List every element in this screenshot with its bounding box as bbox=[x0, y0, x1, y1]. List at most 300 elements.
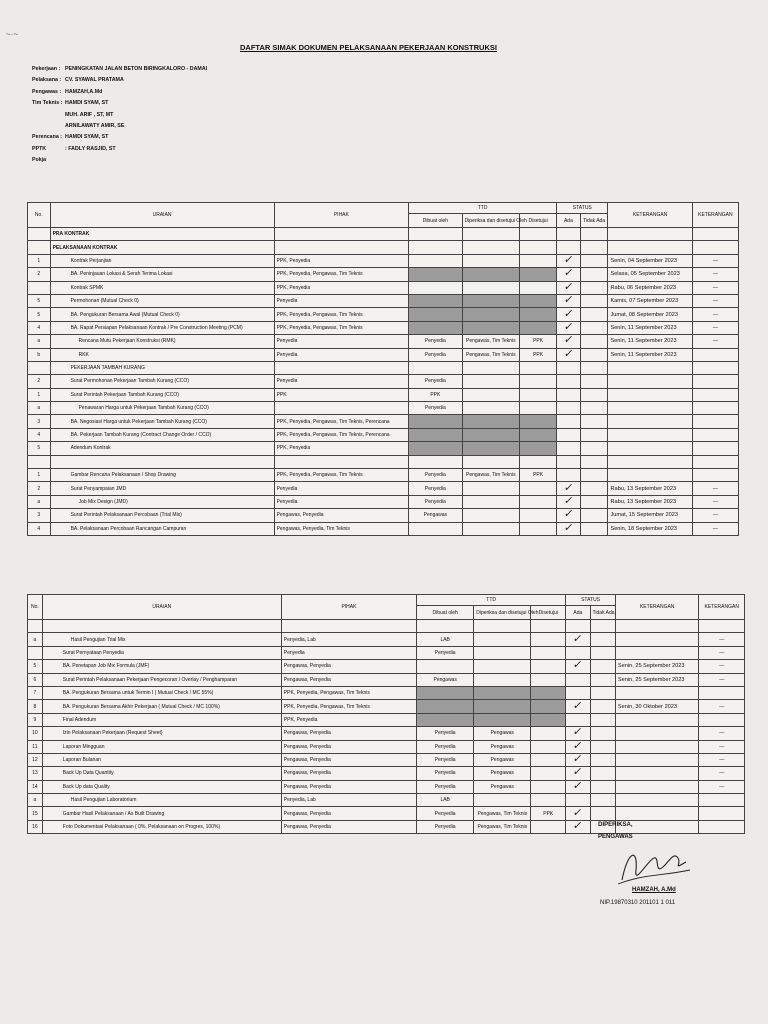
check-mark-icon: ✓ bbox=[572, 738, 584, 752]
info-row bbox=[32, 98, 207, 109]
table-row bbox=[28, 308, 739, 321]
cell-tidak-ada bbox=[590, 620, 615, 633]
table-row bbox=[28, 509, 739, 522]
cell-tidak-ada bbox=[590, 686, 615, 699]
cell-pihak bbox=[274, 361, 409, 374]
cell-no: a bbox=[28, 794, 43, 807]
info-row bbox=[32, 110, 207, 121]
cell-ada bbox=[557, 348, 581, 361]
cell-pihak: Pengawas, Penyedia bbox=[281, 673, 416, 686]
table-row bbox=[28, 254, 739, 267]
info-label: Pengawas : bbox=[32, 88, 62, 95]
info-label: Pekerjaan : bbox=[32, 66, 61, 72]
cell-uraian: Foto Dokumentasi Pelaksanaan ( 0%, Pelaksanaan on Progres, 100%) bbox=[42, 820, 281, 833]
cell-keterangan bbox=[608, 428, 692, 441]
cell-no: a bbox=[28, 495, 51, 508]
info-value: HAMDI SYAM, ST bbox=[65, 100, 109, 107]
check-mark-icon: ✓ bbox=[572, 819, 584, 833]
project-info bbox=[32, 64, 207, 167]
cell-disetujui bbox=[520, 241, 557, 254]
cell-no: 1 bbox=[28, 254, 51, 267]
cell-keterangan: Senin, 04 September 2023 bbox=[608, 254, 692, 267]
cell-dibuat: PPK bbox=[409, 388, 462, 401]
col-dibuat-header: Dibuat oleh bbox=[417, 606, 474, 620]
table-row bbox=[28, 469, 739, 482]
cell-tidak-ada bbox=[590, 807, 615, 820]
cell-pihak: Penyedia bbox=[281, 646, 416, 659]
cell-keterangan2: — bbox=[692, 522, 738, 535]
cell-diperiksa bbox=[474, 620, 531, 633]
cell-diperiksa: Pengawas, Tim Teknis bbox=[462, 335, 520, 348]
cell-pihak: Penyedia bbox=[274, 482, 409, 495]
table-row bbox=[28, 482, 739, 495]
info-value: HAMZAH,A.Md bbox=[65, 88, 103, 95]
cell-dibuat: Pengawas bbox=[409, 509, 462, 522]
cell-ada bbox=[557, 455, 581, 468]
check-mark-icon: ✓ bbox=[572, 658, 584, 672]
cell-no: 14 bbox=[28, 780, 43, 793]
cell-dibuat bbox=[417, 660, 474, 673]
cell-keterangan bbox=[608, 469, 692, 482]
table-row bbox=[28, 335, 739, 348]
cell-tidak-ada bbox=[590, 700, 615, 713]
cell-ada bbox=[557, 388, 581, 401]
table-row bbox=[28, 633, 745, 646]
cell-uraian: Gambar Hasil Pelaksanaan / As Built Drawing bbox=[42, 807, 281, 820]
cell-uraian: BA. Penetapan Job Mix Formula (JMF) bbox=[42, 660, 281, 673]
cell-keterangan bbox=[608, 415, 692, 428]
cell-keterangan: Senin, 25 September 2023 bbox=[615, 660, 699, 673]
cell-dibuat bbox=[409, 442, 462, 455]
cell-keterangan2 bbox=[692, 428, 738, 441]
cell-ada bbox=[566, 660, 590, 673]
cell-pihak: Penyedia, Lab bbox=[281, 633, 416, 646]
cell-disetujui bbox=[531, 780, 566, 793]
check-mark-icon: ✓ bbox=[562, 252, 575, 266]
cell-dibuat: LAB bbox=[417, 794, 474, 807]
cell-keterangan: Senin, 18 September 2023 bbox=[608, 522, 692, 535]
cell-uraian: BA. Pekerjaan Tambah Kurang (Contract Change Order / CCO) bbox=[50, 428, 274, 441]
table-row bbox=[28, 660, 745, 673]
cell-keterangan2: — bbox=[699, 780, 745, 793]
info-label bbox=[32, 121, 65, 132]
cell-no: 12 bbox=[28, 753, 43, 766]
cell-tidak-ada bbox=[580, 482, 608, 495]
cell-tidak-ada bbox=[580, 469, 608, 482]
cell-keterangan bbox=[615, 794, 699, 807]
cell-diperiksa bbox=[474, 794, 531, 807]
cell-uraian: Back Up data Quality bbox=[42, 780, 281, 793]
cell-disetujui bbox=[520, 415, 557, 428]
cell-keterangan bbox=[615, 780, 699, 793]
cell-disetujui bbox=[520, 375, 557, 388]
cell-no bbox=[28, 620, 43, 633]
check-mark-icon: ✓ bbox=[562, 494, 575, 507]
table-row bbox=[28, 402, 739, 415]
cell-no: 15 bbox=[28, 807, 43, 820]
cell-pihak: Penyedia bbox=[274, 335, 409, 348]
cell-dibuat bbox=[409, 321, 462, 334]
info-label bbox=[32, 110, 65, 121]
col-status-header: STATUS bbox=[566, 595, 616, 606]
cell-dibuat: Penyedia bbox=[409, 348, 462, 361]
cell-no: 5 bbox=[28, 442, 51, 455]
cell-tidak-ada bbox=[580, 522, 608, 535]
cell-pihak: PPK, Penyedia, Pengawas, Tim Teknis bbox=[274, 469, 409, 482]
cell-uraian: BA. Rapat Persiapan Pelaksanaan Kontrak / Pre Construction Meeting (PCM) bbox=[50, 321, 274, 334]
table-row bbox=[28, 807, 745, 820]
info-value: : FADLY RASJID, ST bbox=[65, 145, 116, 152]
cell-pihak: Pengawas, Penyedia bbox=[281, 660, 416, 673]
cell-keterangan2: — bbox=[699, 767, 745, 780]
cell-diperiksa bbox=[462, 308, 520, 321]
check-mark-icon: ✓ bbox=[562, 507, 575, 521]
info-row bbox=[32, 75, 207, 86]
cell-diperiksa: Pengawas bbox=[474, 740, 531, 753]
cell-keterangan2 bbox=[699, 794, 745, 807]
check-mark-icon: ✓ bbox=[572, 725, 584, 739]
cell-pihak: Penyedia bbox=[274, 495, 409, 508]
cell-keterangan2: — bbox=[699, 700, 745, 713]
cell-dibuat: Penyedia bbox=[417, 767, 474, 780]
check-mark-icon: ✓ bbox=[572, 752, 584, 766]
cell-ada bbox=[557, 442, 581, 455]
cell-no bbox=[28, 455, 51, 468]
cell-keterangan2: — bbox=[692, 268, 738, 281]
cell-keterangan: Jumat, 08 September 2023 bbox=[608, 308, 692, 321]
cell-no bbox=[28, 228, 51, 241]
cell-keterangan2 bbox=[692, 348, 738, 361]
cell-dibuat bbox=[409, 308, 462, 321]
table-row bbox=[28, 321, 739, 334]
checklist-table-1 bbox=[27, 202, 739, 536]
table-row bbox=[28, 620, 745, 633]
checklist-table-2 bbox=[27, 594, 745, 834]
table-row bbox=[28, 780, 745, 793]
cell-keterangan2 bbox=[692, 388, 738, 401]
sign-name: HAMZAH, A.Md bbox=[632, 887, 676, 893]
cell-disetujui bbox=[531, 620, 566, 633]
cell-disetujui bbox=[520, 321, 557, 334]
cell-tidak-ada bbox=[580, 442, 608, 455]
cell-keterangan bbox=[615, 713, 699, 726]
cell-uraian: RKK bbox=[50, 348, 274, 361]
cell-disetujui: PPK bbox=[520, 348, 557, 361]
cell-diperiksa bbox=[462, 375, 520, 388]
cell-uraian: Penawaran Harga untuk Pekerjaan Tambah Kurang (CCO) bbox=[50, 402, 274, 415]
cell-pihak: Pengawas, Penyedia bbox=[274, 509, 409, 522]
cell-no: 11 bbox=[28, 740, 43, 753]
cell-disetujui bbox=[520, 428, 557, 441]
cell-disetujui bbox=[531, 660, 566, 673]
cell-disetujui bbox=[520, 254, 557, 267]
cell-dibuat bbox=[409, 228, 462, 241]
cell-no: 2 bbox=[28, 375, 51, 388]
col-uraian-header: URAIAN bbox=[42, 595, 281, 620]
cell-keterangan2: — bbox=[692, 294, 738, 307]
cell-no: a bbox=[28, 633, 43, 646]
cell-tidak-ada bbox=[580, 402, 608, 415]
cell-disetujui bbox=[520, 228, 557, 241]
cell-keterangan2: — bbox=[692, 308, 738, 321]
table-row bbox=[28, 268, 739, 281]
cell-keterangan: Rabu, 06 September 2023 bbox=[608, 281, 692, 294]
cell-dibuat bbox=[417, 686, 474, 699]
info-value: HAMDI SYAM, ST bbox=[65, 134, 109, 141]
sign-role-line2: PENGAWAS bbox=[598, 834, 633, 840]
cell-dibuat bbox=[417, 713, 474, 726]
cell-disetujui bbox=[520, 442, 557, 455]
check-mark-icon: ✓ bbox=[562, 293, 575, 307]
cell-diperiksa bbox=[462, 495, 520, 508]
col-no-header: No. bbox=[28, 595, 43, 620]
cell-uraian: Hasil Pengujian Laboratorium bbox=[42, 794, 281, 807]
cell-disetujui bbox=[531, 713, 566, 726]
table-row bbox=[28, 767, 745, 780]
cell-diperiksa bbox=[474, 646, 531, 659]
cell-tidak-ada bbox=[580, 415, 608, 428]
cell-dibuat: Penyedia bbox=[417, 727, 474, 740]
cell-tidak-ada bbox=[590, 727, 615, 740]
cell-no: a bbox=[28, 335, 51, 348]
cell-keterangan bbox=[615, 807, 699, 820]
cell-keterangan2 bbox=[692, 375, 738, 388]
cell-keterangan2: — bbox=[692, 321, 738, 334]
cell-dibuat bbox=[409, 294, 462, 307]
cell-keterangan2: — bbox=[699, 660, 745, 673]
cell-diperiksa bbox=[462, 268, 520, 281]
cell-uraian: Surat Perintah Pekerjaan Tambah Kurang (CCO) bbox=[50, 388, 274, 401]
cell-keterangan bbox=[608, 388, 692, 401]
cell-no bbox=[28, 646, 43, 659]
cell-keterangan2 bbox=[699, 807, 745, 820]
cell-diperiksa bbox=[474, 633, 531, 646]
cell-uraian: Adendum Kontrak bbox=[50, 442, 274, 455]
info-label: Pokja bbox=[32, 157, 47, 164]
info-row bbox=[32, 87, 207, 98]
cell-uraian: Permohonan (Mutual Check 0) bbox=[50, 294, 274, 307]
cell-keterangan2: — bbox=[692, 495, 738, 508]
cell-pihak bbox=[274, 228, 409, 241]
cell-disetujui bbox=[531, 767, 566, 780]
col-tidak-ada-header: Tidak Ada bbox=[590, 606, 615, 620]
cell-ada bbox=[566, 673, 590, 686]
cell-disetujui bbox=[520, 455, 557, 468]
check-mark-icon: ✓ bbox=[562, 319, 575, 333]
cell-tidak-ada bbox=[580, 375, 608, 388]
cell-uraian: Hasil Pengujian Trial Mix bbox=[42, 633, 281, 646]
table-row bbox=[28, 522, 739, 535]
cell-diperiksa bbox=[474, 686, 531, 699]
cell-keterangan2 bbox=[692, 241, 738, 254]
cell-diperiksa bbox=[474, 660, 531, 673]
cell-pihak: Pengawas, Penyedia bbox=[281, 780, 416, 793]
table-row bbox=[28, 388, 739, 401]
cell-uraian bbox=[42, 620, 281, 633]
cell-ada bbox=[557, 428, 581, 441]
cell-keterangan2 bbox=[692, 415, 738, 428]
table-row bbox=[28, 294, 739, 307]
cell-no: 2 bbox=[28, 268, 51, 281]
cell-diperiksa: Pengawas, Tim Teknis bbox=[462, 348, 520, 361]
cell-pihak bbox=[274, 455, 409, 468]
cell-ada bbox=[557, 415, 581, 428]
cell-ada bbox=[566, 794, 590, 807]
cell-tidak-ada bbox=[580, 428, 608, 441]
cell-keterangan bbox=[608, 455, 692, 468]
cell-ada bbox=[557, 335, 581, 348]
cell-disetujui bbox=[531, 753, 566, 766]
col-ada-header: Ada bbox=[566, 606, 590, 620]
col-pihak-header: PIHAK bbox=[281, 595, 416, 620]
cell-disetujui bbox=[531, 686, 566, 699]
check-mark-icon: ✓ bbox=[562, 480, 575, 494]
cell-tidak-ada bbox=[590, 713, 615, 726]
cell-keterangan bbox=[615, 767, 699, 780]
cell-tidak-ada bbox=[590, 660, 615, 673]
col-keterangan2-header: KETERANGAN bbox=[699, 595, 745, 620]
cell-uraian: Back Up Data Quantity bbox=[42, 767, 281, 780]
cell-diperiksa: Pengawas, Tim Teknis bbox=[462, 469, 520, 482]
info-label: Tim Teknis : bbox=[32, 100, 63, 107]
cell-tidak-ada bbox=[580, 495, 608, 508]
cell-dibuat: LAB bbox=[417, 633, 474, 646]
cell-uraian: Surat Pernyataan Penyedia bbox=[42, 646, 281, 659]
cell-uraian: PEKERJAAN TAMBAH KURANG bbox=[50, 361, 274, 374]
cell-disetujui bbox=[520, 308, 557, 321]
cell-keterangan: Selasa, 05 September 2023 bbox=[608, 268, 692, 281]
cell-disetujui bbox=[531, 673, 566, 686]
cell-ada bbox=[566, 686, 590, 699]
cell-keterangan bbox=[615, 633, 699, 646]
cell-keterangan2 bbox=[692, 442, 738, 455]
document-title: DAFTAR SIMAK DOKUMEN PELAKSANAAN PEKERJAAN KONSTRUKSI bbox=[240, 43, 497, 52]
cell-tidak-ada bbox=[580, 228, 608, 241]
check-mark-icon: ✓ bbox=[572, 778, 584, 792]
cell-uraian: Rencana Mutu Pekerjaan Konstruksi (RMK) bbox=[50, 335, 274, 348]
cell-disetujui bbox=[520, 495, 557, 508]
cell-ada bbox=[566, 780, 590, 793]
cell-dibuat bbox=[409, 241, 462, 254]
cell-diperiksa bbox=[462, 241, 520, 254]
cell-ada bbox=[557, 228, 581, 241]
table-row bbox=[28, 442, 739, 455]
table-row bbox=[28, 281, 739, 294]
cell-keterangan: Senin, 11 September 2023 bbox=[608, 321, 692, 334]
cell-keterangan2: — bbox=[692, 281, 738, 294]
cell-ada bbox=[566, 727, 590, 740]
cell-pihak: PPK, Penyedia, Pengawas, Tim Teknis bbox=[281, 686, 416, 699]
table-header-row bbox=[28, 595, 745, 606]
info-value: PENINGKATAN JALAN BETON BIRINGKALORO - DAMAI bbox=[65, 66, 208, 72]
cell-keterangan2 bbox=[699, 713, 745, 726]
cell-keterangan2: — bbox=[699, 673, 745, 686]
cell-keterangan bbox=[615, 727, 699, 740]
cell-keterangan2 bbox=[699, 686, 745, 699]
cell-keterangan2: — bbox=[699, 633, 745, 646]
info-row bbox=[32, 121, 207, 132]
cell-keterangan bbox=[615, 686, 699, 699]
cell-keterangan: Kamis, 07 September 2023 bbox=[608, 294, 692, 307]
cell-pihak: PPK, Penyedia, Pengawas, Tim Teknis, Perencana bbox=[274, 415, 409, 428]
cell-dibuat: Penyedia bbox=[417, 820, 474, 833]
cell-uraian: Izin Pelaksanaan Pekerjaan (Request Sheet) bbox=[42, 727, 281, 740]
cell-diperiksa bbox=[462, 442, 520, 455]
cell-pihak: PPK, Penyedia, Pengawas, Tim Teknis bbox=[274, 268, 409, 281]
col-keterangan-header: KETERANGAN bbox=[608, 203, 692, 228]
table-row bbox=[28, 241, 739, 254]
cell-no: 8 bbox=[28, 700, 43, 713]
cell-no bbox=[28, 241, 51, 254]
cell-no: 4 bbox=[28, 428, 51, 441]
info-value: MUH. ARIF , ST, MT bbox=[65, 111, 114, 118]
table-row bbox=[28, 713, 745, 726]
col-pihak-header: PIHAK bbox=[274, 203, 409, 228]
table-row bbox=[28, 495, 739, 508]
cell-tidak-ada bbox=[580, 281, 608, 294]
cell-pihak: PPK, Penyedia bbox=[281, 713, 416, 726]
cell-keterangan bbox=[615, 620, 699, 633]
cell-tidak-ada bbox=[590, 753, 615, 766]
cell-tidak-ada bbox=[580, 455, 608, 468]
cell-keterangan2 bbox=[692, 402, 738, 415]
cell-diperiksa bbox=[462, 281, 520, 294]
cell-diperiksa bbox=[474, 673, 531, 686]
cell-dibuat: Penyedia bbox=[417, 753, 474, 766]
cell-diperiksa bbox=[462, 482, 520, 495]
cell-keterangan2 bbox=[692, 455, 738, 468]
cell-pihak: Pengawas, Penyedia bbox=[281, 767, 416, 780]
cell-pihak: Pengawas, Penyedia bbox=[281, 740, 416, 753]
cell-tidak-ada bbox=[590, 740, 615, 753]
table-row bbox=[28, 673, 745, 686]
cell-tidak-ada bbox=[590, 794, 615, 807]
cell-no: a bbox=[28, 402, 51, 415]
table-row bbox=[28, 228, 739, 241]
info-value: CV. SYAWAL PRATAMA bbox=[65, 77, 124, 84]
cell-pihak: PPK, Penyedia, Pengawas, Tim Teknis bbox=[281, 700, 416, 713]
col-ttd-header: TTD bbox=[409, 203, 557, 214]
cell-disetujui bbox=[531, 727, 566, 740]
cell-tidak-ada bbox=[590, 780, 615, 793]
cell-no: 1 bbox=[28, 469, 51, 482]
cell-diperiksa bbox=[462, 402, 520, 415]
cell-diperiksa: Pengawas bbox=[474, 767, 531, 780]
cell-tidak-ada bbox=[590, 646, 615, 659]
cell-tidak-ada bbox=[580, 268, 608, 281]
cell-diperiksa bbox=[462, 415, 520, 428]
cell-no: 10 bbox=[28, 727, 43, 740]
cell-keterangan: Rabu, 13 September 2023 bbox=[608, 495, 692, 508]
cell-keterangan2: — bbox=[692, 335, 738, 348]
signature-block bbox=[598, 822, 633, 840]
info-row bbox=[32, 155, 207, 166]
cell-pihak: PPK, Penyedia bbox=[274, 254, 409, 267]
cell-no: 3 bbox=[28, 415, 51, 428]
cell-keterangan: Senin, 30 Oktober 2023 bbox=[615, 700, 699, 713]
cell-pihak bbox=[281, 620, 416, 633]
cell-dibuat: Penyedia bbox=[409, 469, 462, 482]
cell-pihak: Penyedia bbox=[274, 375, 409, 388]
cell-pihak: PPK, Penyedia, Pengawas, Tim Teknis, Perencana bbox=[274, 428, 409, 441]
table-row bbox=[28, 740, 745, 753]
cell-uraian: Surat Penyampaian JMD bbox=[50, 482, 274, 495]
cell-keterangan2: — bbox=[699, 753, 745, 766]
cell-ada bbox=[557, 469, 581, 482]
cell-keterangan2: — bbox=[692, 254, 738, 267]
cell-disetujui bbox=[531, 794, 566, 807]
table-row bbox=[28, 700, 745, 713]
